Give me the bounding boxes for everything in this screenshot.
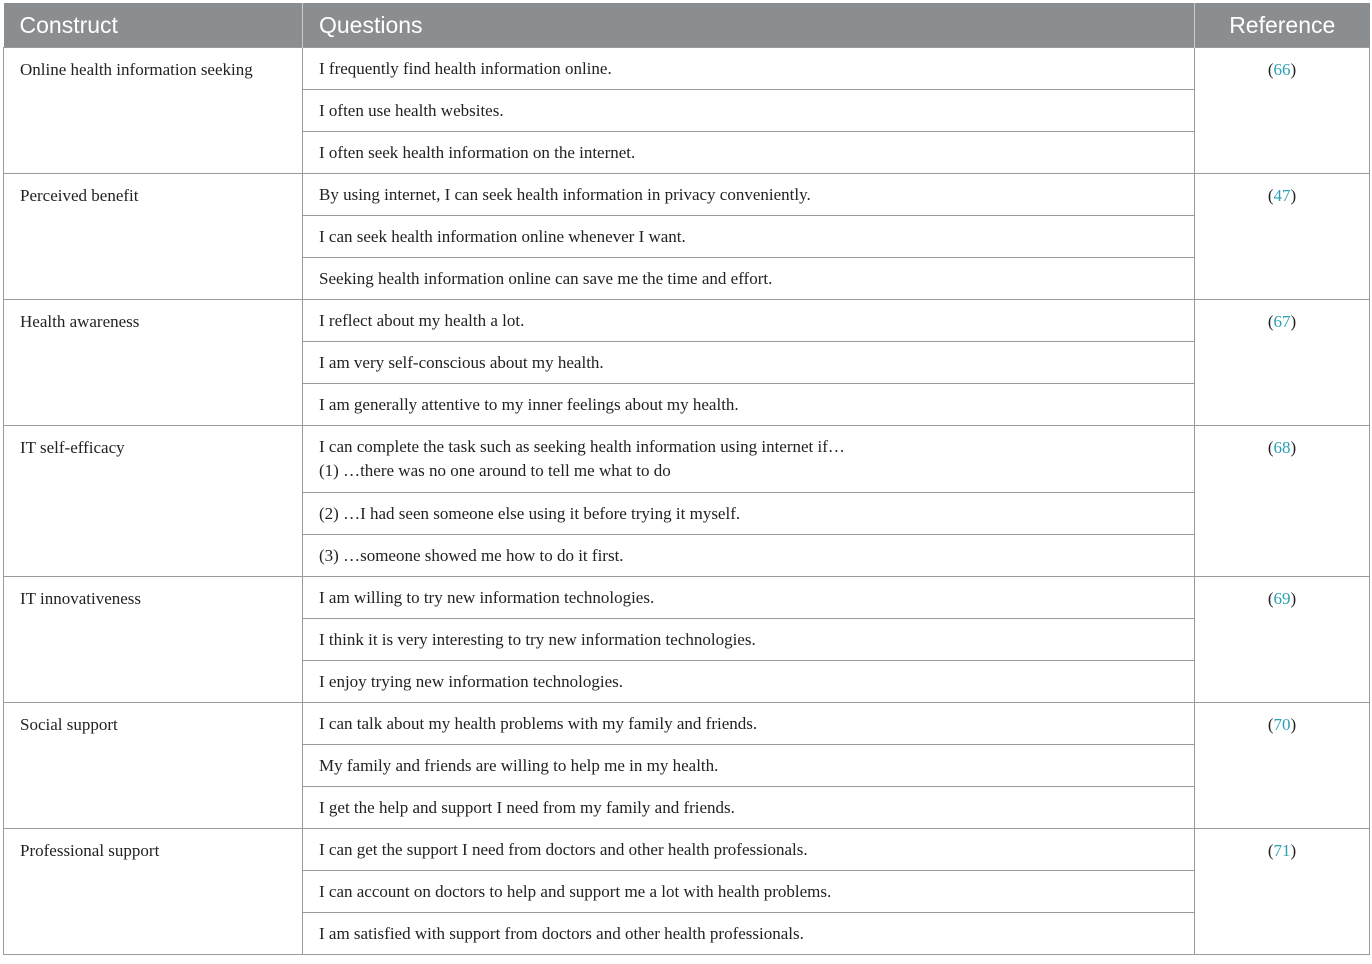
question-cell (303, 174, 1195, 216)
table-row (4, 48, 1370, 90)
question-text: I am willing to try new information technologies. (319, 587, 655, 607)
reference-link[interactable]: 47 (1273, 186, 1291, 205)
question-text: I can seek health information online whenever I want. (319, 226, 686, 246)
question-text: I can complete the task such as seeking health information using internet if… (319, 437, 845, 456)
question-text: (2) …I had seen someone else using it before trying it myself. (319, 503, 741, 523)
reference-cell: (71) (1195, 829, 1370, 955)
reference-cell: (68) (1195, 426, 1370, 577)
question-cell (303, 787, 1195, 829)
question-cell (303, 216, 1195, 258)
question-cell (303, 871, 1195, 913)
header-questions: Questions (303, 3, 1195, 48)
construct-cell: IT self-efficacy (4, 426, 303, 577)
question-text: Seeking health information online can save me the time and effort. (319, 268, 773, 288)
question-text: My family and friends are willing to help me in my health. (319, 755, 719, 775)
construct-cell: IT innovativeness (4, 577, 303, 703)
question-text: I can talk about my health problems with my family and friends. (319, 713, 758, 733)
question-cell (303, 619, 1195, 661)
question-text: I reflect about my health a lot. (319, 310, 525, 330)
reference-cell: (67) (1195, 300, 1370, 426)
reference-link[interactable]: 70 (1273, 715, 1291, 734)
reference-link[interactable]: 71 (1273, 841, 1291, 860)
question-text: (1) …there was no one around to tell me what to do (319, 461, 671, 480)
reference-link[interactable]: 69 (1273, 589, 1291, 608)
question-cell (303, 745, 1195, 787)
table-body (4, 48, 1370, 955)
construct-cell: Health awareness (4, 300, 303, 426)
reference-cell: (47) (1195, 174, 1370, 300)
question-text: I am satisfied with support from doctors and other health professionals. (319, 923, 804, 943)
table-row (4, 829, 1370, 871)
question-text: By using internet, I can seek health information in privacy conveniently. (319, 184, 811, 204)
question-cell (303, 90, 1195, 132)
reference-cell: (69) (1195, 577, 1370, 703)
question-text: I am generally attentive to my inner feelings about my health. (319, 394, 739, 414)
question-cell (303, 426, 1195, 493)
question-cell (303, 258, 1195, 300)
question-cell (303, 661, 1195, 703)
question-text: I am very self-conscious about my health. (319, 352, 604, 372)
table-row (4, 703, 1370, 745)
question-cell (303, 384, 1195, 426)
header-construct: Construct (4, 3, 303, 48)
reference-link[interactable]: 66 (1273, 60, 1291, 79)
construct-cell: Online health information seeking (4, 48, 303, 174)
table-row (4, 577, 1370, 619)
reference-cell: (66) (1195, 48, 1370, 174)
reference-link[interactable]: 68 (1273, 438, 1291, 457)
header-row (4, 3, 1370, 48)
question-cell (303, 342, 1195, 384)
reference-cell: (70) (1195, 703, 1370, 829)
question-cell (303, 535, 1195, 577)
question-text: I get the help and support I need from my family and friends. (319, 797, 735, 817)
question-text: I think it is very interesting to try new information technologies. (319, 629, 756, 649)
question-cell (303, 493, 1195, 535)
table-row (4, 426, 1370, 493)
question-text: I can account on doctors to help and support me a lot with health problems. (319, 881, 832, 901)
question-text: I frequently find health information online. (319, 58, 612, 78)
question-cell (303, 913, 1195, 955)
table-row (4, 300, 1370, 342)
question-cell (303, 300, 1195, 342)
question-text: I often use health websites. (319, 100, 504, 120)
constructs-table (3, 3, 1370, 955)
question-cell (303, 703, 1195, 745)
question-cell (303, 829, 1195, 871)
construct-cell: Social support (4, 703, 303, 829)
question-cell (303, 48, 1195, 90)
question-text: I can get the support I need from doctors and other health professionals. (319, 839, 808, 859)
question-text: I often seek health information on the internet. (319, 142, 636, 162)
construct-cell: Professional support (4, 829, 303, 955)
question-cell (303, 132, 1195, 174)
question-text: (3) …someone showed me how to do it first. (319, 545, 624, 565)
construct-cell: Perceived benefit (4, 174, 303, 300)
header-reference: Reference (1195, 3, 1370, 48)
table-row (4, 174, 1370, 216)
question-cell (303, 577, 1195, 619)
reference-link[interactable]: 67 (1273, 312, 1291, 331)
question-text: I enjoy trying new information technologies. (319, 671, 624, 691)
